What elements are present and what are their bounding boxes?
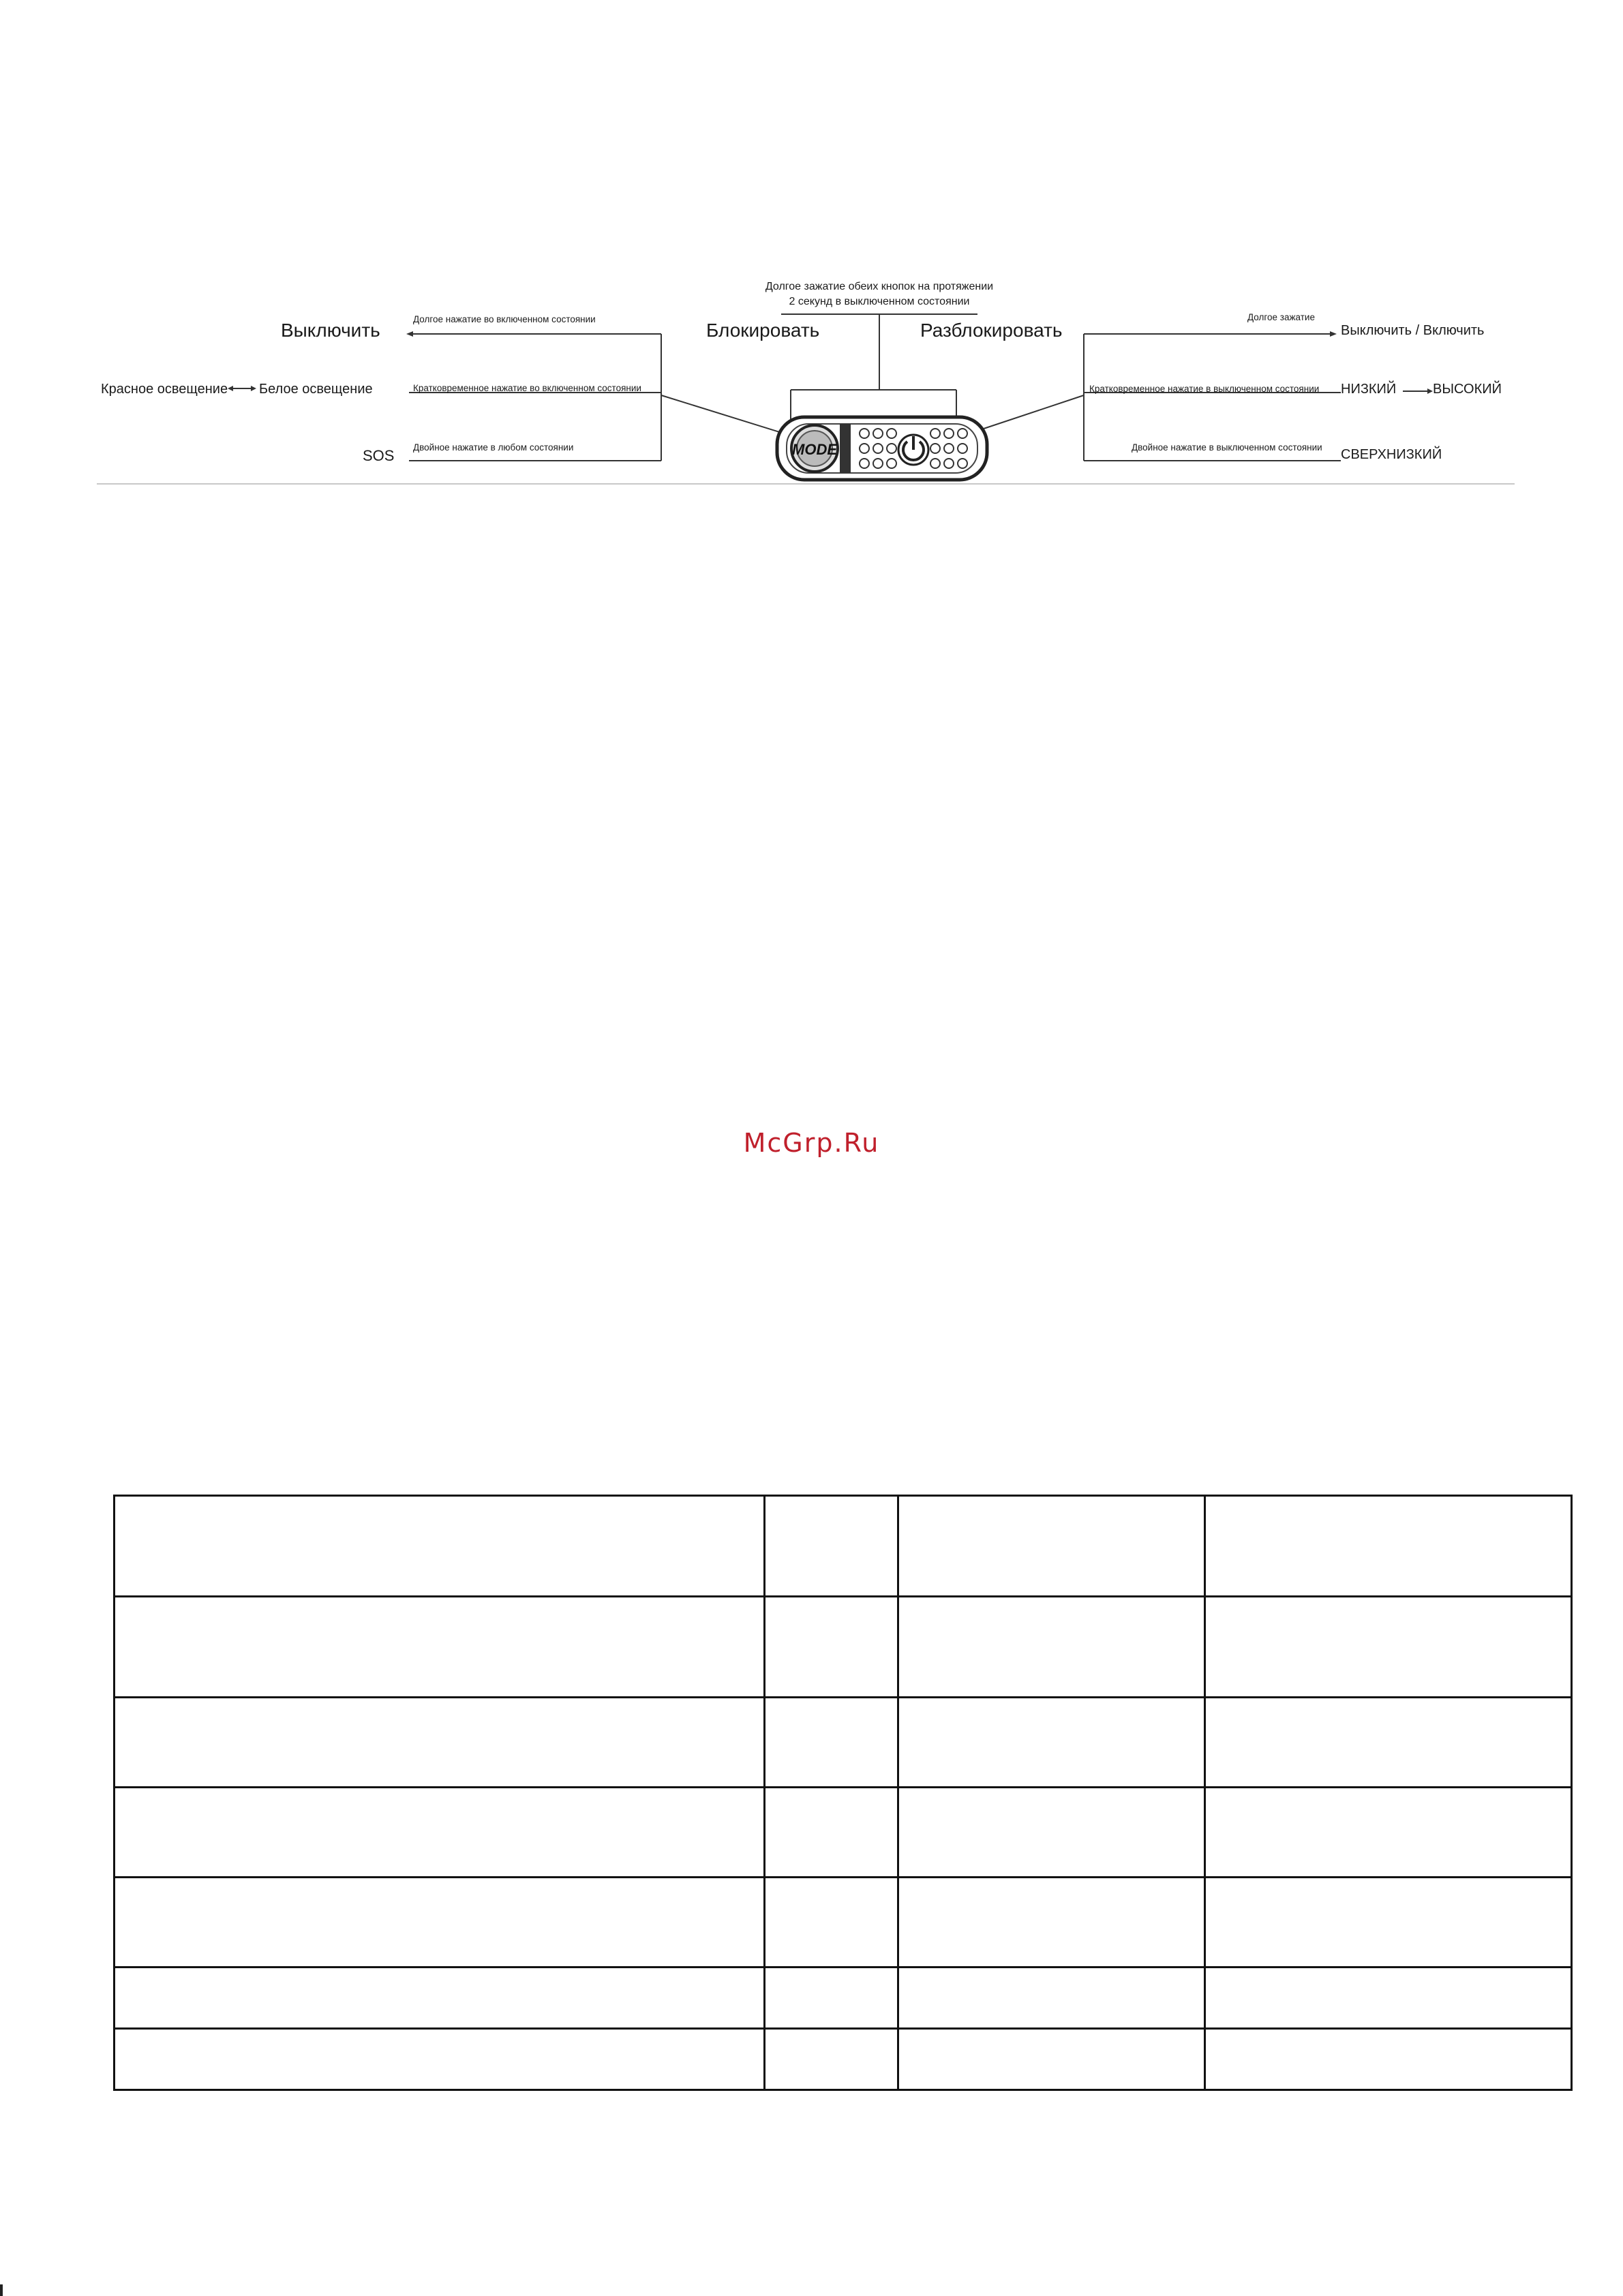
table-cell — [115, 1496, 765, 1597]
sos-label: SOS — [363, 447, 395, 464]
button-function-diagram — [0, 0, 1623, 518]
table-cell — [115, 1968, 765, 2029]
table-cell — [765, 2029, 898, 2090]
table-cell — [115, 2029, 765, 2090]
flashlight-control-panel — [777, 417, 987, 480]
table-cell — [115, 1597, 765, 1698]
table-row — [115, 1496, 1572, 1597]
table-cell — [765, 1496, 898, 1597]
diagram-lines — [0, 0, 1623, 518]
mode-button-icon[interactable] — [791, 425, 838, 472]
double-press-any-text: Двойное нажатие в любом состоянии — [413, 442, 574, 453]
white-light-label: Белое освещение — [259, 382, 373, 397]
short-press-on-text: Кратковременное нажатие во включенном состоянии — [413, 383, 641, 393]
table-cell — [898, 1878, 1205, 1968]
table-cell — [765, 1698, 898, 1788]
long-press-on-text: Долгое нажатие во включенном состоянии — [413, 314, 596, 324]
table-cell — [765, 1788, 898, 1878]
watermark-text: McGrp.Ru — [743, 1128, 880, 1158]
table-cell — [765, 1878, 898, 1968]
lock-label: Блокировать — [706, 320, 820, 341]
ultralow-label: СВЕРХНИЗКИЙ — [1341, 447, 1442, 462]
table-row — [115, 1878, 1572, 1968]
table-cell — [1205, 1878, 1572, 1968]
mode-label: MODE — [792, 441, 837, 458]
table-row — [115, 1968, 1572, 2029]
long-press-text: Долгое зажатие — [1247, 312, 1315, 322]
table-cell — [765, 1597, 898, 1698]
center-note — [743, 279, 1016, 309]
table-row — [115, 1698, 1572, 1788]
unlock-label: Разблокировать — [920, 320, 1063, 341]
table-cell — [898, 1968, 1205, 2029]
spec-table — [113, 1495, 1573, 2091]
power-icon[interactable] — [898, 435, 928, 465]
table-cell — [1205, 2029, 1572, 2090]
table-cell — [1205, 1496, 1572, 1597]
table-cell — [1205, 1698, 1572, 1788]
page-edge-mark — [0, 2284, 3, 2296]
table-cell — [115, 1878, 765, 1968]
center-note-line-2: 2 секунд в выключенном состоянии — [789, 296, 970, 307]
table-cell — [898, 1788, 1205, 1878]
off-label: Выключить — [281, 320, 380, 341]
table-row — [115, 1788, 1572, 1878]
red-light-label: Красное освещение — [101, 382, 228, 397]
table-cell — [765, 1968, 898, 2029]
table-row — [115, 1597, 1572, 1698]
short-press-off-text: Кратковременное нажатие в выключенном состоянии — [1089, 384, 1320, 394]
table-cell — [115, 1698, 765, 1788]
table-cell — [1205, 1597, 1572, 1698]
table-cell — [1205, 1968, 1572, 2029]
low-label: НИЗКИЙ — [1341, 382, 1397, 397]
double-press-off-text: Двойное нажатие в выключенном состоянии — [1132, 442, 1322, 453]
table-cell — [898, 1698, 1205, 1788]
table-cell — [115, 1788, 765, 1878]
high-label: ВЫСОКИЙ — [1433, 382, 1502, 397]
center-note-line-1: Долгое зажатие обеих кнопок на протяжении — [765, 281, 994, 292]
table-cell — [898, 1496, 1205, 1597]
table-row — [115, 2029, 1572, 2090]
table-cell — [898, 2029, 1205, 2090]
table-cell — [1205, 1788, 1572, 1878]
table-cell — [898, 1597, 1205, 1698]
off-on-label: Выключить / Включить — [1341, 323, 1485, 338]
